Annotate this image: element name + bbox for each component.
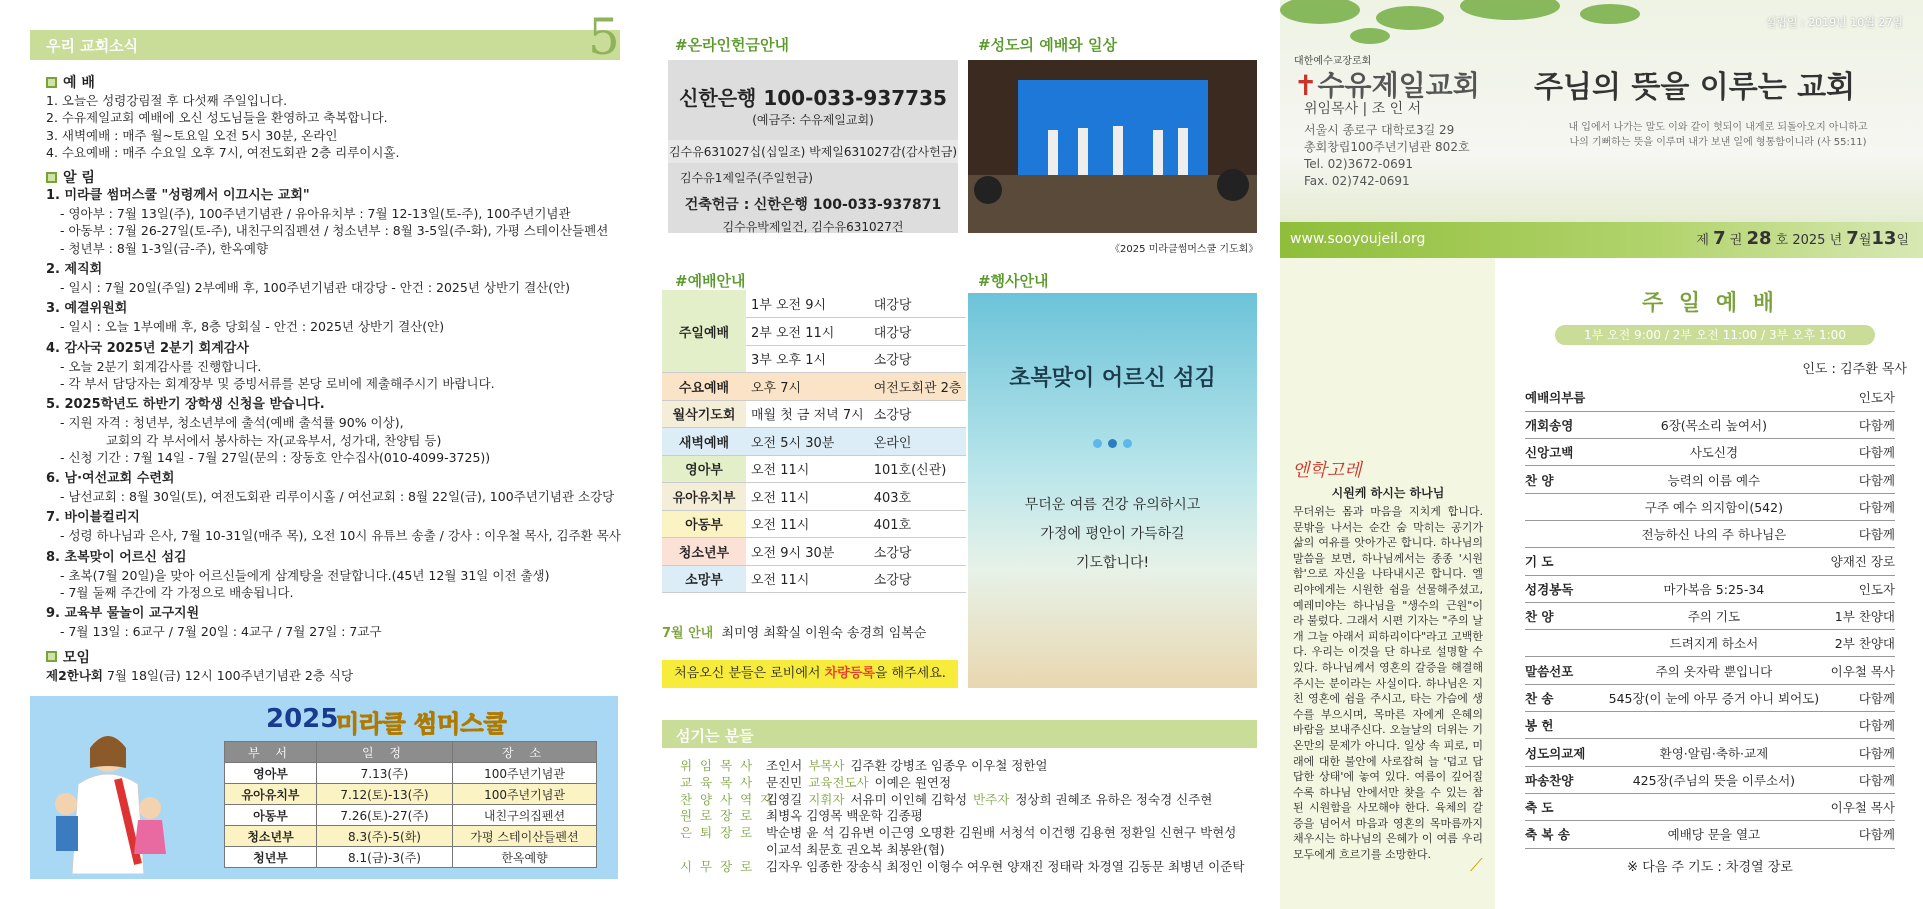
summer-table-cell: 7.13(주) — [317, 763, 453, 784]
online-offering-heading: #온라인헌금안내 — [675, 36, 789, 54]
essay-body: 무더위는 몸과 마음을 지치게 합니다. 문밖을 나서는 순간 숨 막히는 공기가 삶의 여유를 앗아가곤 합니다. 하나님의 말씀을 보면, 하나님께서는 종종 '시원함'으로 자신을 나타내시곤 합니다. 엘리야에게는 시원한 쉼을 선물해주셨고, 예레미야는 하나님을 "생수의 근원"이라 불렀다. 그래서 시편 기자는 "주의 날개 그늘 아래서 피하리이다"라고 고백한다. 우리는 이것을 단 하나로 설명할 수 있다. 하나님께서 영혼의 갈증을 해결해주시는 분이라는 사실이다. 하나님은 지친 영혼에 쉼을 주시고, 타는 가슴에 생수를 부으시며, 목마른 자에게 은혜의 바람을 보내주신다. 오늘날의 더위는 기온만의 문제가 아니다. 일상 속 피로, 미래에 대한 불안에 사로잡혀 늘 '덥고 답답한 상태'에 놓여 있다. 여름이 깊어질수록 하나님 안에서만 찾을 수 있는 참된 시원함을 사모해야 한다. 육체의 갈증을 넘어서 마음과 영혼의 목마름까지 채우시는 하나님의 은혜가 이 여름 우리 모두에게 흐르기를 소망한다. — [1293, 505, 1483, 862]
cover-column — [1280, 0, 1923, 909]
summer-table-cell: 한옥예향 — [453, 847, 597, 868]
summer-schedule-table — [224, 741, 597, 868]
order-content — [1609, 384, 1819, 411]
summer-table-row — [225, 784, 597, 805]
notice-line: - 신청 기간 : 7월 14일 - 7월 27일(문의 : 장동호 안수집사(010-4099-3725)) — [60, 449, 491, 465]
servant-names: 문진민 — [766, 774, 803, 790]
order-item: 성도의교제 — [1525, 739, 1609, 766]
servant-names: 조인서 — [766, 758, 803, 773]
servant-names: 김주환 강병조 임종우 이우철 정한얼 — [850, 758, 1048, 773]
carousel-dots-icon — [968, 433, 1257, 452]
order-item: 개회송영 — [1525, 411, 1609, 438]
website-url[interactable]: www.sooyoujeil.org — [1290, 231, 1426, 247]
worship-item: 4. 수요예배 : 매주 수요일 오후 7시, 여전도회관 2층 리루이시홀. — [46, 144, 400, 160]
servant-row — [680, 859, 1250, 876]
worship-item: 3. 새벽예배 : 매주 월~토요일 오전 5시 30분, 온라인 — [46, 127, 338, 143]
url-bar — [1280, 222, 1923, 258]
order-item: 신앙고백 — [1525, 439, 1609, 466]
servant-role: 은 퇴 장 로 — [680, 825, 755, 841]
order-item — [1525, 520, 1609, 547]
worship-time: 오전 11시 — [746, 565, 869, 593]
church-logo: ✝수유제일교회 — [1294, 69, 1480, 102]
order-leader: 다함께 — [1819, 821, 1895, 848]
order-row — [1525, 657, 1895, 684]
order-content: 주의 옷자락 뿐입니다 — [1609, 657, 1819, 684]
servant-names: 지휘자 — [808, 791, 845, 807]
worship-category: 유아유치부 — [662, 483, 746, 511]
worship-time: 오전 9시 30분 — [746, 538, 869, 566]
order-content — [1609, 793, 1819, 820]
order-content: 545장(이 눈에 아무 증거 아니 뵈어도) — [1609, 684, 1819, 711]
summer-table-row — [225, 847, 597, 868]
essay-title: 시원케 하시는 하나님 — [1331, 486, 1445, 500]
order-row — [1525, 630, 1895, 657]
notice-title: 6. 남·여선교회 수련회 — [46, 471, 175, 487]
servant-names: 정상희 권혜조 유하은 정숙경 신주현 — [1015, 791, 1213, 807]
summer-table-header: 부 서 — [225, 742, 317, 763]
visitor-notice: 처음오신 분들은 로비에서 차량등록을 해주세요. — [662, 660, 958, 688]
notice-title: 9. 교육부 물놀이 교구지원 — [46, 606, 200, 622]
worship-category: 월삭기도회 — [662, 400, 746, 428]
denomination: 대한예수교장로회 — [1294, 56, 1372, 67]
servant-row — [680, 842, 1250, 859]
order-content: 425장(주님의 뜻을 이루소서) — [1609, 766, 1819, 793]
notice-line: - 각 부서 담당자는 회계장부 및 증빙서류를 본당 로비에 제출해주시기 바랍니다. — [60, 375, 495, 391]
order-item: 파송찬양 — [1525, 766, 1609, 793]
summer-table-cell: 8.3(주)-5(화) — [317, 826, 453, 847]
order-row — [1525, 739, 1895, 766]
stage-photo-illustration — [968, 60, 1257, 233]
summer-table-cell: 청소년부 — [225, 826, 317, 847]
servant-row — [680, 825, 1250, 842]
order-row — [1525, 466, 1895, 493]
square-bullet-icon — [46, 172, 57, 183]
summer-table-row — [225, 763, 597, 784]
order-content: 환영·알림·축하·교제 — [1609, 739, 1819, 766]
worship-place: 소강당 — [869, 345, 967, 373]
notice-line: - 지원 자격 : 청년부, 청소년부에 출석(예배 출석률 90% 이상), — [60, 415, 404, 431]
servant-role: 시 무 장 로 — [680, 858, 755, 874]
guide-column — [650, 0, 1270, 909]
bank-info-box — [668, 60, 958, 233]
notice-line: - 7월 13일 : 6교구 / 7월 20일 : 4교구 / 7월 27일 : 7교구 — [60, 624, 382, 640]
order-content: 주의 기도 — [1609, 602, 1819, 629]
issue-info: 제 7 권 28 호 2025 년 7월13일 — [1696, 228, 1909, 249]
worship-place: 온라인 — [869, 428, 967, 456]
order-content: 구주 예수 의지함이(542) — [1609, 493, 1819, 520]
summer-table-cell: 내친구의집펜션 — [453, 805, 597, 826]
cross-icon: ✝ — [1294, 69, 1318, 102]
order-row — [1525, 411, 1895, 438]
summer-school-banner — [30, 696, 618, 879]
notice-title: 7. 바이블컬리지 — [46, 510, 140, 526]
news-body — [46, 66, 626, 684]
notice-line: - 초복(7월 20일)을 맞아 어르신들에게 삼계탕을 전달합니다.(45년 12월 31일 이전 출생) — [60, 567, 550, 583]
worship-category: 영아부 — [662, 455, 746, 483]
servant-names: 반주자 — [973, 791, 1010, 807]
worship-place: 소강당 — [869, 400, 967, 428]
servant-names: 부목사 — [808, 758, 845, 773]
worship-photo — [968, 60, 1257, 233]
order-item: 성경봉독 — [1525, 575, 1609, 602]
building-offering: 건축헌금 : 신한은행 100-033-937871 — [684, 197, 942, 213]
notice-title: 1. 미라클 썸머스쿨 "성령께서 이끄시는 교회" — [46, 188, 310, 204]
cover-header — [1280, 0, 1923, 258]
order-row — [1525, 821, 1895, 848]
order-item: 말씀선포 — [1525, 657, 1609, 684]
page-number: 5 — [588, 8, 620, 66]
founded-date: 설립일 : 2019년 10월 27일 — [1765, 16, 1903, 29]
bank-line: 김수유1제일주(주일헌금) — [680, 171, 813, 185]
order-item: 축 복 송 — [1525, 821, 1609, 848]
worship-place: 101호(신관) — [869, 455, 967, 483]
order-leader: 이우철 목사 — [1819, 793, 1895, 820]
worship-place: 대강당 — [869, 318, 967, 346]
servant-names: 김영길 — [766, 791, 803, 807]
worship-time: 1부 오전 9시 — [746, 290, 869, 318]
worship-time: 오전 5시 30분 — [746, 428, 869, 456]
order-row — [1525, 493, 1895, 520]
worship-row — [662, 455, 966, 483]
summer-table-cell: 청년부 — [225, 847, 317, 868]
bank-holder: (예금주: 수유제일교회) — [752, 113, 874, 127]
order-of-worship-table — [1525, 384, 1895, 849]
notice-line: - 아동부 : 7월 26-27일(토-주), 내친구의집펜션 / 청소년부 : 8월 3-5일(주-화), 가평 스테이산들펜션 — [60, 223, 609, 239]
notice-section-heading: 알 림 — [46, 167, 626, 187]
notice-title: 4. 감사국 2025년 2분기 회계감사 — [46, 340, 249, 356]
order-leader: 이우철 목사 — [1819, 657, 1895, 684]
worship-place: 소강당 — [869, 538, 967, 566]
notice-line: 교회의 각 부서에서 봉사하는 자(교육부서, 성가대, 찬양팀 등) — [106, 432, 442, 448]
order-row — [1525, 548, 1895, 575]
summer-table-cell: 영아부 — [225, 763, 317, 784]
worship-category: 아동부 — [662, 510, 746, 538]
worship-category: 청소년부 — [662, 538, 746, 566]
order-item: 찬 송 — [1525, 684, 1609, 711]
summer-table-cell: 7.12(토)-13(주) — [317, 784, 453, 805]
order-leader: 다함께 — [1819, 439, 1895, 466]
order-item — [1525, 493, 1609, 520]
notice-line: - 7월 둘째 주간에 각 가정으로 배송됩니다. — [60, 585, 294, 601]
notice-line: - 성령 하나님과 은사, 7월 10-31일(매주 목), 오전 10시 유튜브 송출 / 강사 : 이우철 목사, 김주환 목사 — [60, 528, 621, 544]
worship-list — [46, 92, 626, 161]
news-column — [0, 0, 640, 909]
service-times: 1부 오전 9:00 / 2부 오전 11:00 / 3부 오후 1:00 — [1555, 325, 1875, 345]
square-bullet-icon — [46, 77, 57, 88]
worship-row — [662, 538, 966, 566]
order-leader: 다함께 — [1819, 411, 1895, 438]
servants-list — [680, 758, 1250, 876]
summer-table-cell: 유아유치부 — [225, 784, 317, 805]
order-content: 마가복음 5:25-34 — [1609, 575, 1819, 602]
notice-line: - 일시 : 오늘 1부예배 후, 8층 당회실 - 안건 : 2025년 상반기 결산(안) — [60, 319, 445, 335]
worship-category: 새벽예배 — [662, 428, 746, 456]
order-row — [1525, 520, 1895, 547]
order-content: 사도신경 — [1609, 439, 1819, 466]
summer-table-cell: 아동부 — [225, 805, 317, 826]
worship-time: 2부 오전 11시 — [746, 318, 869, 346]
order-content: 예배당 문을 열고 — [1609, 821, 1819, 848]
service-leader: 인도 : 김주환 목사 — [1802, 362, 1907, 377]
worship-row — [662, 483, 966, 511]
servants-header-bar — [662, 720, 1257, 748]
worship-row — [662, 428, 966, 456]
notice-line: - 일시 : 7월 20일(주일) 2부예배 후, 100주년기념관 대강당 - 안건 : 2025년 상반기 결산(안) — [60, 280, 571, 296]
pastor-name: 위임목사 | 조 인 서 — [1304, 101, 1422, 117]
event-heading: #행사안내 — [978, 272, 1049, 290]
order-leader: 다함께 — [1819, 466, 1895, 493]
order-item: 예배의부름 — [1525, 384, 1609, 411]
order-leader: 인도자 — [1819, 384, 1895, 411]
servant-role: 찬 양 사 역 자 — [680, 791, 775, 807]
order-leader: 다함께 — [1819, 520, 1895, 547]
meeting-line: 제2한나회 7월 18일(금) 12시 100주년기념관 2층 식당 — [46, 667, 354, 683]
servant-names: 김자우 임종한 장송식 최정인 이형수 여우현 양재진 정태락 차경열 김동문 최병년 이준탁 — [766, 858, 1245, 874]
event-title: 초복맞이 어르신 섬김 — [1009, 366, 1216, 391]
order-content — [1609, 548, 1819, 575]
worship-item: 1. 오늘은 성령강림절 후 다섯째 주일입니다. — [46, 93, 288, 108]
event-poster — [968, 293, 1257, 688]
notice-line: - 오늘 2분기 회계감사를 진행합니다. — [60, 358, 262, 374]
summer-table-row — [225, 826, 597, 847]
order-content: 전능하신 나의 주 하나님은 — [1609, 520, 1819, 547]
order-item: 봉 헌 — [1525, 712, 1609, 739]
worship-schedule-table — [662, 290, 966, 593]
notice-title: 8. 초복맞이 어르신 섬김 — [46, 549, 187, 565]
church-contact: 서울시 종로구 대학로3길 29 총회창립100주년기념관 802호 Tel. 02)3672-0691 Fax. 02)742-0691 — [1304, 123, 1470, 188]
worship-row — [662, 400, 966, 428]
servant-row — [680, 758, 1250, 775]
order-row — [1525, 766, 1895, 793]
order-row — [1525, 575, 1895, 602]
notice-title: 3. 예결위원회 — [46, 301, 128, 317]
order-leader: 다함께 — [1819, 684, 1895, 711]
order-item: 찬 양 — [1525, 602, 1609, 629]
worship-item: 2. 수유제일교회 예배에 오신 성도님들을 환영하고 축복합니다. — [46, 110, 388, 126]
worship-place: 대강당 — [869, 290, 967, 318]
order-content: 능력의 이름 예수 — [1609, 466, 1819, 493]
servant-row — [680, 775, 1250, 792]
jesus-and-children-illustration — [48, 724, 168, 874]
summer-table-cell: 100주년기념관 — [453, 784, 597, 805]
order-content — [1609, 712, 1819, 739]
order-leader: 다함께 — [1819, 493, 1895, 520]
worship-time: 오전 11시 — [746, 510, 869, 538]
order-title: 주 일 예 배 — [1642, 291, 1778, 316]
notice-line: - 남선교회 : 8월 30일(토), 여전도회관 리루이시홀 / 여선교회 : 8월 22일(금), 100주년기념관 소강당 — [60, 489, 615, 505]
worship-place: 여전도회관 2층 — [869, 373, 967, 401]
servant-names: 최병옥 김영목 백운학 김종평 — [766, 808, 923, 824]
servants-heading: 섬기는 분들 — [676, 727, 754, 745]
bible-verse: 내 입에서 나가는 말도 이와 같이 헛되이 내게로 되돌아오지 아니하고 나의 기뻐하는 뜻을 이루며 내가 보낸 일에 형통함이니라 (사 55:11) — [1568, 122, 1868, 148]
worship-row — [662, 510, 966, 538]
worship-category: 소망부 — [662, 565, 746, 593]
summer-table-header: 장 소 — [453, 742, 597, 763]
order-row — [1525, 439, 1895, 466]
news-header: 우리 교회소식 — [46, 37, 139, 55]
order-leader: 1부 찬양대 — [1819, 602, 1895, 629]
servant-names: 이예은 원연정 — [874, 774, 952, 790]
order-row — [1525, 684, 1895, 711]
bank-account: 신한은행 100-033-937735 — [679, 86, 947, 110]
worship-row — [662, 290, 966, 318]
order-leader: 다함께 — [1819, 766, 1895, 793]
worship-time: 3부 오후 1시 — [746, 345, 869, 373]
order-row — [1525, 793, 1895, 820]
worship-guide-heading: #예배안내 — [675, 272, 746, 290]
member-life-heading: #성도의 예배와 일상 — [978, 36, 1117, 54]
summer-table-header: 일 정 — [317, 742, 453, 763]
servant-names: 이교석 최문호 권오복 최봉완(협) — [766, 841, 945, 857]
photo-caption: 《2025 미라클썸머스쿨 기도회》 — [1110, 244, 1259, 255]
order-leader: 2부 찬양대 — [1819, 630, 1895, 657]
news-header-bar — [30, 30, 620, 60]
summer-table-cell: 가평 스테이산들펜션 — [453, 826, 597, 847]
notice-title: 2. 제직회 — [46, 262, 103, 278]
meeting-section-heading: 모임 — [46, 647, 626, 667]
servant-role: 원 로 장 로 — [680, 808, 755, 824]
worship-category: 주일예배 — [662, 290, 746, 373]
leaves-decoration-icon — [1280, 0, 1923, 60]
order-row — [1525, 712, 1895, 739]
worship-time: 오전 11시 — [746, 483, 869, 511]
worship-section-heading: 예 배 — [46, 72, 626, 92]
bank-line: 김수유631027십(십일조) 박제일631027감(감사헌금) — [668, 140, 958, 163]
order-item: 찬 양 — [1525, 466, 1609, 493]
order-item: 축 도 — [1525, 793, 1609, 820]
notice-line: - 청년부 : 8월 1-3일(금-주), 한옥예향 — [60, 240, 269, 256]
notice-title: 5. 2025학년도 하반기 장학생 신청을 받습니다. — [46, 397, 325, 413]
summer-year: 2025 — [266, 704, 339, 734]
summer-table-cell: 7.26(토)-27(주) — [317, 805, 453, 826]
guide-line: 7월 안내 최미영 최확실 이원숙 송경희 임복순 — [662, 626, 927, 641]
notice-line: - 영아부 : 7월 13일(주), 100주년기념관 / 유아유치부 : 7월 12-13일(토-주), 100주년기념관 — [60, 206, 571, 222]
order-item — [1525, 630, 1609, 657]
worship-row — [662, 373, 966, 401]
worship-row — [662, 565, 966, 593]
next-prayer: ※ 다음 주 기도 : 차경열 장로 — [1627, 860, 1793, 875]
servant-names: 박순병 윤 석 김유변 이근영 오명환 김원배 서청석 이건행 김용현 정환일 신현구 박현성 — [766, 825, 1237, 841]
worship-time: 오전 11시 — [746, 455, 869, 483]
worship-place: 401호 — [869, 510, 967, 538]
order-leader: 다함께 — [1819, 739, 1895, 766]
summer-title: 미라클 썸머스쿨 — [336, 710, 507, 738]
servant-row — [680, 808, 1250, 825]
servant-names: 서유미 이인혜 김학성 — [850, 791, 968, 807]
summer-table-cell: 100주년기념관 — [453, 763, 597, 784]
servant-row — [680, 792, 1250, 809]
order-content: 6장(목소리 높여서) — [1609, 411, 1819, 438]
servant-names: 교육전도사 — [808, 774, 869, 790]
servant-role: 위 임 목 사 — [680, 758, 755, 773]
essay-end-icon: ⟋ — [1470, 855, 1483, 876]
worship-time: 오후 7시 — [746, 373, 869, 401]
order-leader: 인도자 — [1819, 575, 1895, 602]
order-content: 드려지게 하소서 — [1609, 630, 1819, 657]
order-item: 기 도 — [1525, 548, 1609, 575]
order-row — [1525, 384, 1895, 411]
order-row — [1525, 602, 1895, 629]
essay-logo: 엔학고레 — [1292, 460, 1362, 481]
summer-table-cell: 8.1(금)-3(주) — [317, 847, 453, 868]
summer-table-row — [225, 805, 597, 826]
square-bullet-icon — [46, 651, 57, 662]
order-leader: 양재진 장로 — [1819, 548, 1895, 575]
church-slogan: 주님의 뜻을 이루는 교회 — [1534, 70, 1856, 105]
servant-role: 교 육 목 사 — [680, 774, 755, 790]
worship-place: 소강당 — [869, 565, 967, 593]
worship-time: 매월 첫 금 저녁 7시 — [746, 400, 869, 428]
worship-category: 수요예배 — [662, 373, 746, 401]
order-leader: 다함께 — [1819, 712, 1895, 739]
worship-place: 403호 — [869, 483, 967, 511]
event-message: 무더운 여름 건강 유의하시고 가정에 평안이 가득하길 기도합니다! — [1024, 497, 1201, 571]
bank-line: 김수유박제일건, 김수유631027건 — [722, 220, 904, 234]
